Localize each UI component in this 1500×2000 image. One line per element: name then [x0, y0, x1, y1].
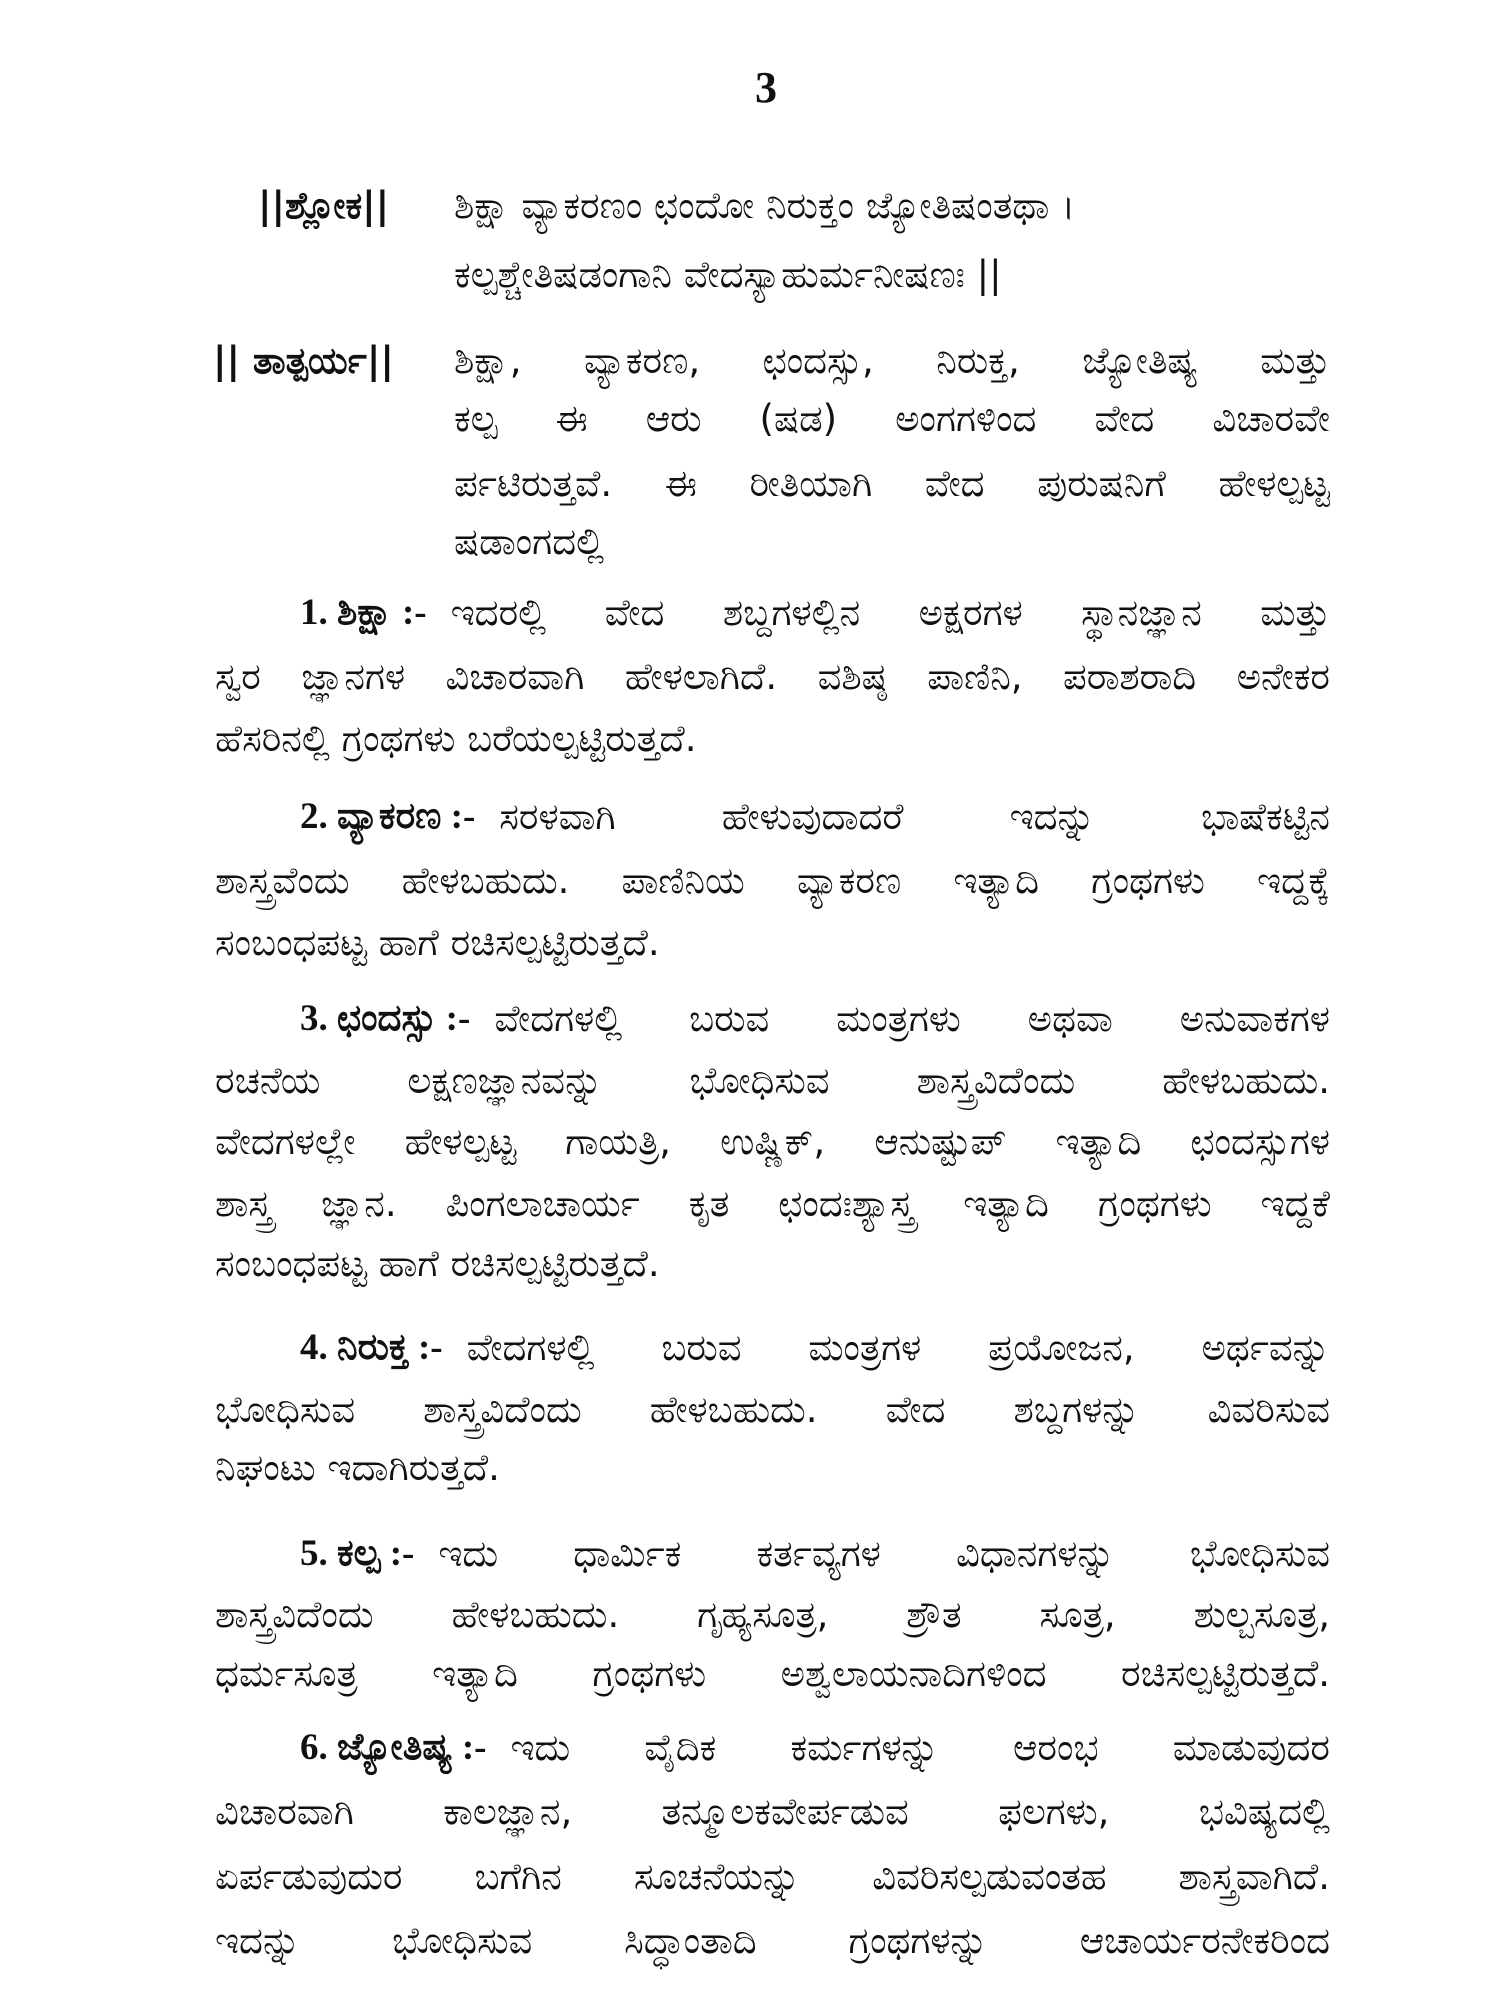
- section-heading: 1. ಶಿಕ್ಷಾ :-: [300, 592, 427, 633]
- section-line: ವಿಚಾರವಾಗಿ ಕಾಲಜ್ಞಾನ, ತನ್ಮೂಲಕವೇರ್ಪಡುವ ಫಲಗಳು, ಭವಿಷ್ಯದಲ್ಲಿ: [215, 1790, 1330, 1833]
- section-line: ಸರಳವಾಗಿ ಹೇಳುವುದಾದರೆ ಇದನ್ನು ಭಾಷೆಕಟ್ಟಿನ: [499, 795, 1330, 838]
- section-shiksha: [300, 582, 1330, 644]
- section-line: ನಿಘಂಟು ಇದಾಗಿರುತ್ತದೆ.: [215, 1446, 500, 1489]
- section-heading: 2. ವ್ಯಾಕರಣ :-: [300, 796, 476, 837]
- page-number: 3: [755, 63, 777, 112]
- section-line: ರಚನೆಯ ಲಕ್ಷಣಜ್ಞಾನವನ್ನು ಭೋಧಿಸುವ ಶಾಸ್ತ್ರವಿದೆಂದು ಹೇಳಬಹುದು.: [215, 1059, 1330, 1102]
- section-line: ಏರ್ಪಡುವುದುರ ಬಗೆಗಿನ ಸೂಚನೆಯನ್ನು ವಿವರಿಸಲ್ಪಡುವಂತಹ ಶಾಸ್ತ್ರವಾಗಿದೆ.: [215, 1855, 1330, 1898]
- section-line: ಸಂಬಂಧಪಟ್ಟ ಹಾಗೆ ರಚಿಸಲ್ಪಟ್ಟಿರುತ್ತದೆ.: [215, 921, 660, 964]
- section-line: ಇದು ಧಾರ್ಮಿಕ ಕರ್ತವ್ಯಗಳ ವಿಧಾನಗಳನ್ನು ಭೋಧಿಸುವ: [438, 1532, 1330, 1575]
- section-line: ಸ್ವರ ಜ್ಞಾನಗಳ ವಿಚಾರವಾಗಿ ಹೇಳಲಾಗಿದೆ. ವಶಿಷ್ಠ ಪಾಣಿನಿ, ಪರಾಶರಾದಿ ಅನೇಕರ: [215, 655, 1330, 698]
- section-vyakarana: [300, 786, 1330, 848]
- section-line: ಶಾಸ್ತ್ರವೆಂದು ಹೇಳಬಹುದು. ಪಾಣಿನಿಯ ವ್ಯಾಕರಣ ಇತ್ಯಾದಿ ಗ್ರಂಥಗಳು ಇದ್ದಕ್ಕೆ: [215, 859, 1330, 902]
- section-line: ವೇದಗಳಲ್ಲಿ ಬರುವ ಮಂತ್ರಗಳು ಅಥವಾ ಅನುವಾಕಗಳ: [494, 997, 1330, 1040]
- section-line: ವೇದಗಳಲ್ಲೇ ಹೇಳಲ್ಪಟ್ಟ ಗಾಯತ್ರಿ, ಉಷ್ಣಿಕ್, ಆನುಷ್ಟುಪ್ ಇತ್ಯಾದಿ ಛಂದಸ್ಸುಗಳ: [215, 1120, 1330, 1163]
- section-line: ಭೋಧಿಸುವ ಶಾಸ್ತ್ರವಿದೆಂದು ಹೇಳಬಹುದು. ವೇದ ಶಬ್ದಗಳನ್ನು ವಿವರಿಸುವ: [215, 1388, 1330, 1431]
- section-kalpa: [300, 1523, 1330, 1585]
- section-line: ಶಾಸ್ತ್ರವಿದೆಂದು ಹೇಳಬಹುದು. ಗೃಹ್ಯಸೂತ್ರ, ಶ್ರೌತ ಸೂತ್ರ, ಶುಲ್ಬಸೂತ್ರ,: [215, 1593, 1330, 1636]
- tatparya-line: ರ್ಪಟಿರುತ್ತವೆ. ಈ ರೀತಿಯಾಗಿ ವೇದ ಪುರುಷನಿಗೆ ಹೇಳಲ್ಪಟ್ಟ: [454, 462, 1330, 505]
- section-line: ಹೆಸರಿನಲ್ಲಿ ಗ್ರಂಥಗಳು ಬರೆಯಲ್ಪಟ್ಟಿರುತ್ತದೆ.: [215, 717, 697, 760]
- section-line: ಶಾಸ್ತ್ರ ಜ್ಞಾನ. ಪಿಂಗಲಾಚಾರ್ಯ ಕೃತ ಛಂದಃಶ್ಯಾಸ್ತ್ರ ಇತ್ಯಾದಿ ಗ್ರಂಥಗಳು ಇದ್ದಕೆ: [215, 1182, 1330, 1225]
- tatparya-line: ಕಲ್ಪ ಈ ಆರು (ಷಡ) ಅಂಗಗಳಿಂದ ವೇದ ವಿಚಾರವೇ: [454, 397, 1330, 440]
- section-line: ಸಂಬಂಧಪಟ್ಟ ಹಾಗೆ ರಚಿಸಲ್ಪಟ್ಟಿರುತ್ತದೆ.: [215, 1242, 660, 1285]
- shloka-line: ಕಲ್ಪಶ್ಚೇತಿಷಡಂಗಾನಿ ವೇದಸ್ಯಾಹುರ್ಮನೀಷಣಃ ||: [454, 253, 1002, 296]
- section-chhandas: [300, 988, 1330, 1050]
- shloka-label: ||ಶ್ಲೋಕ||: [258, 184, 390, 227]
- section-heading: 6. ಜ್ಯೋತಿಷ್ಯ :-: [300, 1727, 487, 1768]
- section-heading: 4. ನಿರುಕ್ತ :-: [300, 1327, 443, 1368]
- section-line: ಇದನ್ನು ಭೋಧಿಸುವ ಸಿದ್ಧಾಂತಾದಿ ಗ್ರಂಥಗಳನ್ನು ಆಚಾರ್ಯರನೇಕರಿಂದ: [215, 1919, 1330, 1962]
- section-nirukta: [300, 1317, 1330, 1379]
- section-line: ಇದು ವೈದಿಕ ಕರ್ಮಗಳನ್ನು ಆರಂಭ ಮಾಡುವುದರ: [510, 1726, 1330, 1769]
- section-jyotishya: [300, 1717, 1330, 1779]
- tatparya-line: ಷಡಾಂಗದಲ್ಲಿ: [454, 520, 605, 563]
- tatparya-label: || ತಾತ್ಪರ್ಯ||: [213, 339, 394, 382]
- shloka-line: ಶಿಕ್ಷಾ ವ್ಯಾಕರಣಂ ಛಂದೋ ನಿರುಕ್ತಂ ಜ್ಯೋತಿಷಂತಥಾ ।: [454, 184, 1076, 227]
- tatparya-line: ಶಿಕ್ಷಾ, ವ್ಯಾಕರಣ, ಛಂದಸ್ಸು, ನಿರುಕ್ತ, ಜ್ಯೋತಿಷ್ಯ ಮತ್ತು: [454, 339, 1330, 382]
- section-heading: 3. ಛಂದಸ್ಸು :-: [300, 998, 471, 1039]
- section-line: ಇದರಲ್ಲಿ ವೇದ ಶಬ್ದಗಳಲ್ಲಿನ ಅಕ್ಷರಗಳ ಸ್ಥಾನಜ್ಞಾನ ಮತ್ತು: [450, 591, 1330, 634]
- section-line: ವೇದಗಳಲ್ಲಿ ಬರುವ ಮಂತ್ರಗಳ ಪ್ರಯೋಜನ, ಅರ್ಥವನ್ನು: [466, 1326, 1330, 1369]
- section-line: ಧರ್ಮಸೂತ್ರ ಇತ್ಯಾದಿ ಗ್ರಂಥಗಳು ಅಶ್ವಲಾಯನಾದಿಗಳಿಂದ ರಚಿಸಲ್ಪಟ್ಟಿರುತ್ತದೆ.: [215, 1652, 1330, 1695]
- section-heading: 5. ಕಲ್ಪ :-: [300, 1533, 415, 1574]
